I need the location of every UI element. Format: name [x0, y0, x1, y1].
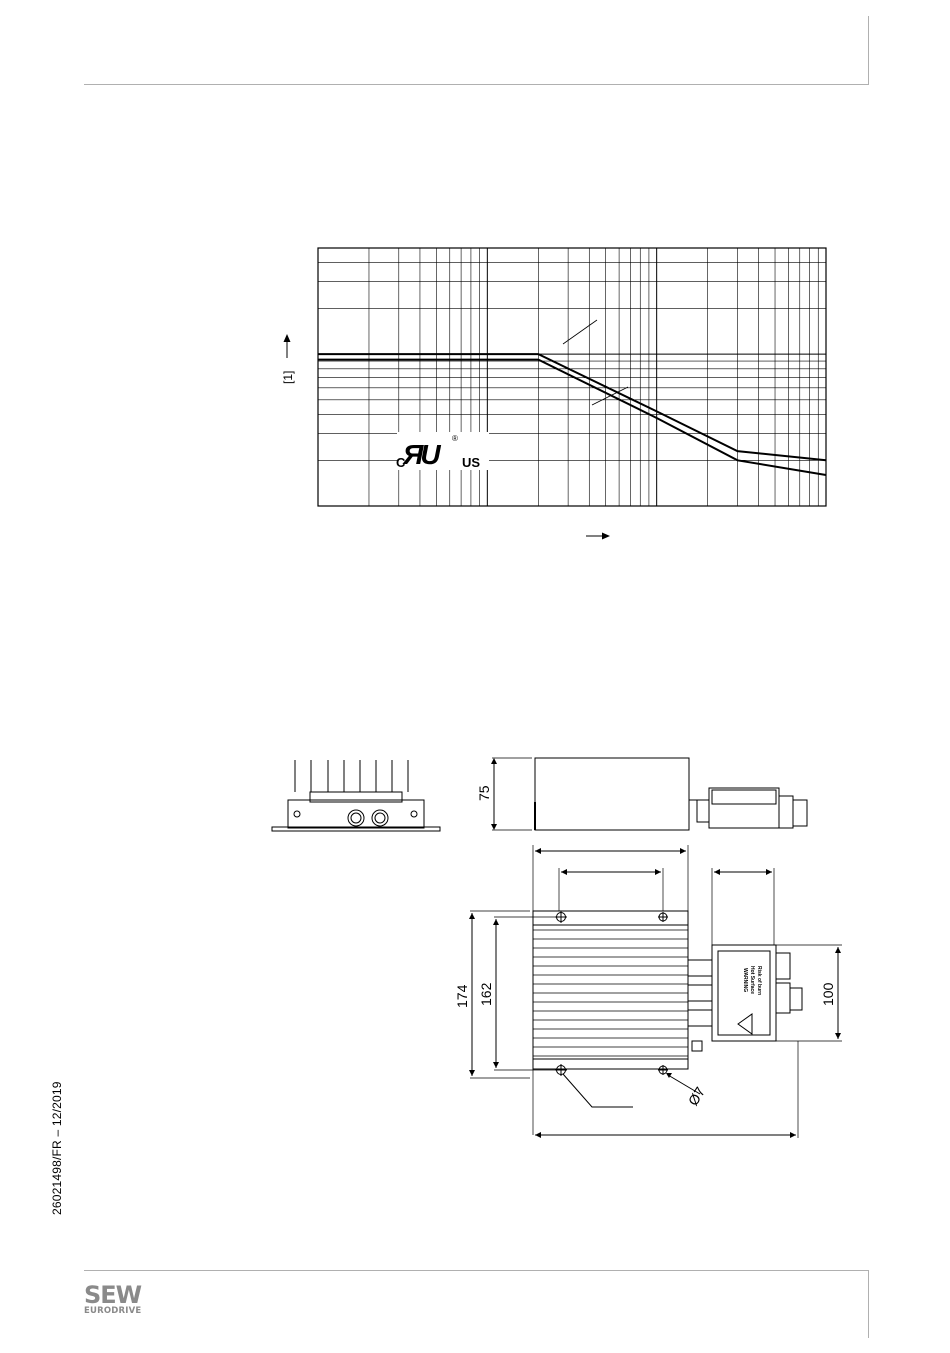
y-axis-label: [1] — [281, 370, 295, 384]
dim-75: 75 — [476, 785, 492, 801]
warning-label — [738, 966, 762, 1034]
series-line-1 — [318, 354, 826, 460]
culus-mark — [396, 432, 489, 470]
culus-registered: ® — [452, 434, 458, 443]
dim-162: 162 — [478, 982, 494, 1006]
logo-sub-text: EURODRIVE — [84, 1306, 142, 1316]
top-view — [470, 845, 842, 1138]
warning-text-1: WARNING — [742, 968, 748, 993]
dim-174: 174 — [454, 984, 470, 1008]
culus-c-label: C — [396, 455, 406, 470]
side-view — [492, 758, 807, 830]
series-line-2 — [318, 360, 826, 475]
dim-hole-diameter: Ø7 — [684, 1084, 709, 1109]
warning-text-2: Hot Surface — [749, 966, 755, 995]
x-axis-arrow-head — [602, 533, 610, 540]
heat-sink-fins — [295, 760, 408, 792]
front-view — [272, 760, 440, 831]
heat-sink-ribs — [533, 930, 688, 1056]
logo-main-text: SEW — [84, 1281, 142, 1309]
warning-text-3: Risk of burn — [756, 966, 762, 996]
warning-triangle-icon — [738, 1014, 752, 1034]
y-axis-arrow-head — [284, 334, 291, 342]
document-code: 26021498/FR – 12/2019 — [50, 1081, 64, 1215]
culus-ul-logo: ЯU — [403, 439, 438, 470]
culus-us-label: US — [462, 455, 481, 470]
dim-100: 100 — [820, 982, 836, 1006]
sew-eurodrive-logo — [84, 1281, 154, 1320]
